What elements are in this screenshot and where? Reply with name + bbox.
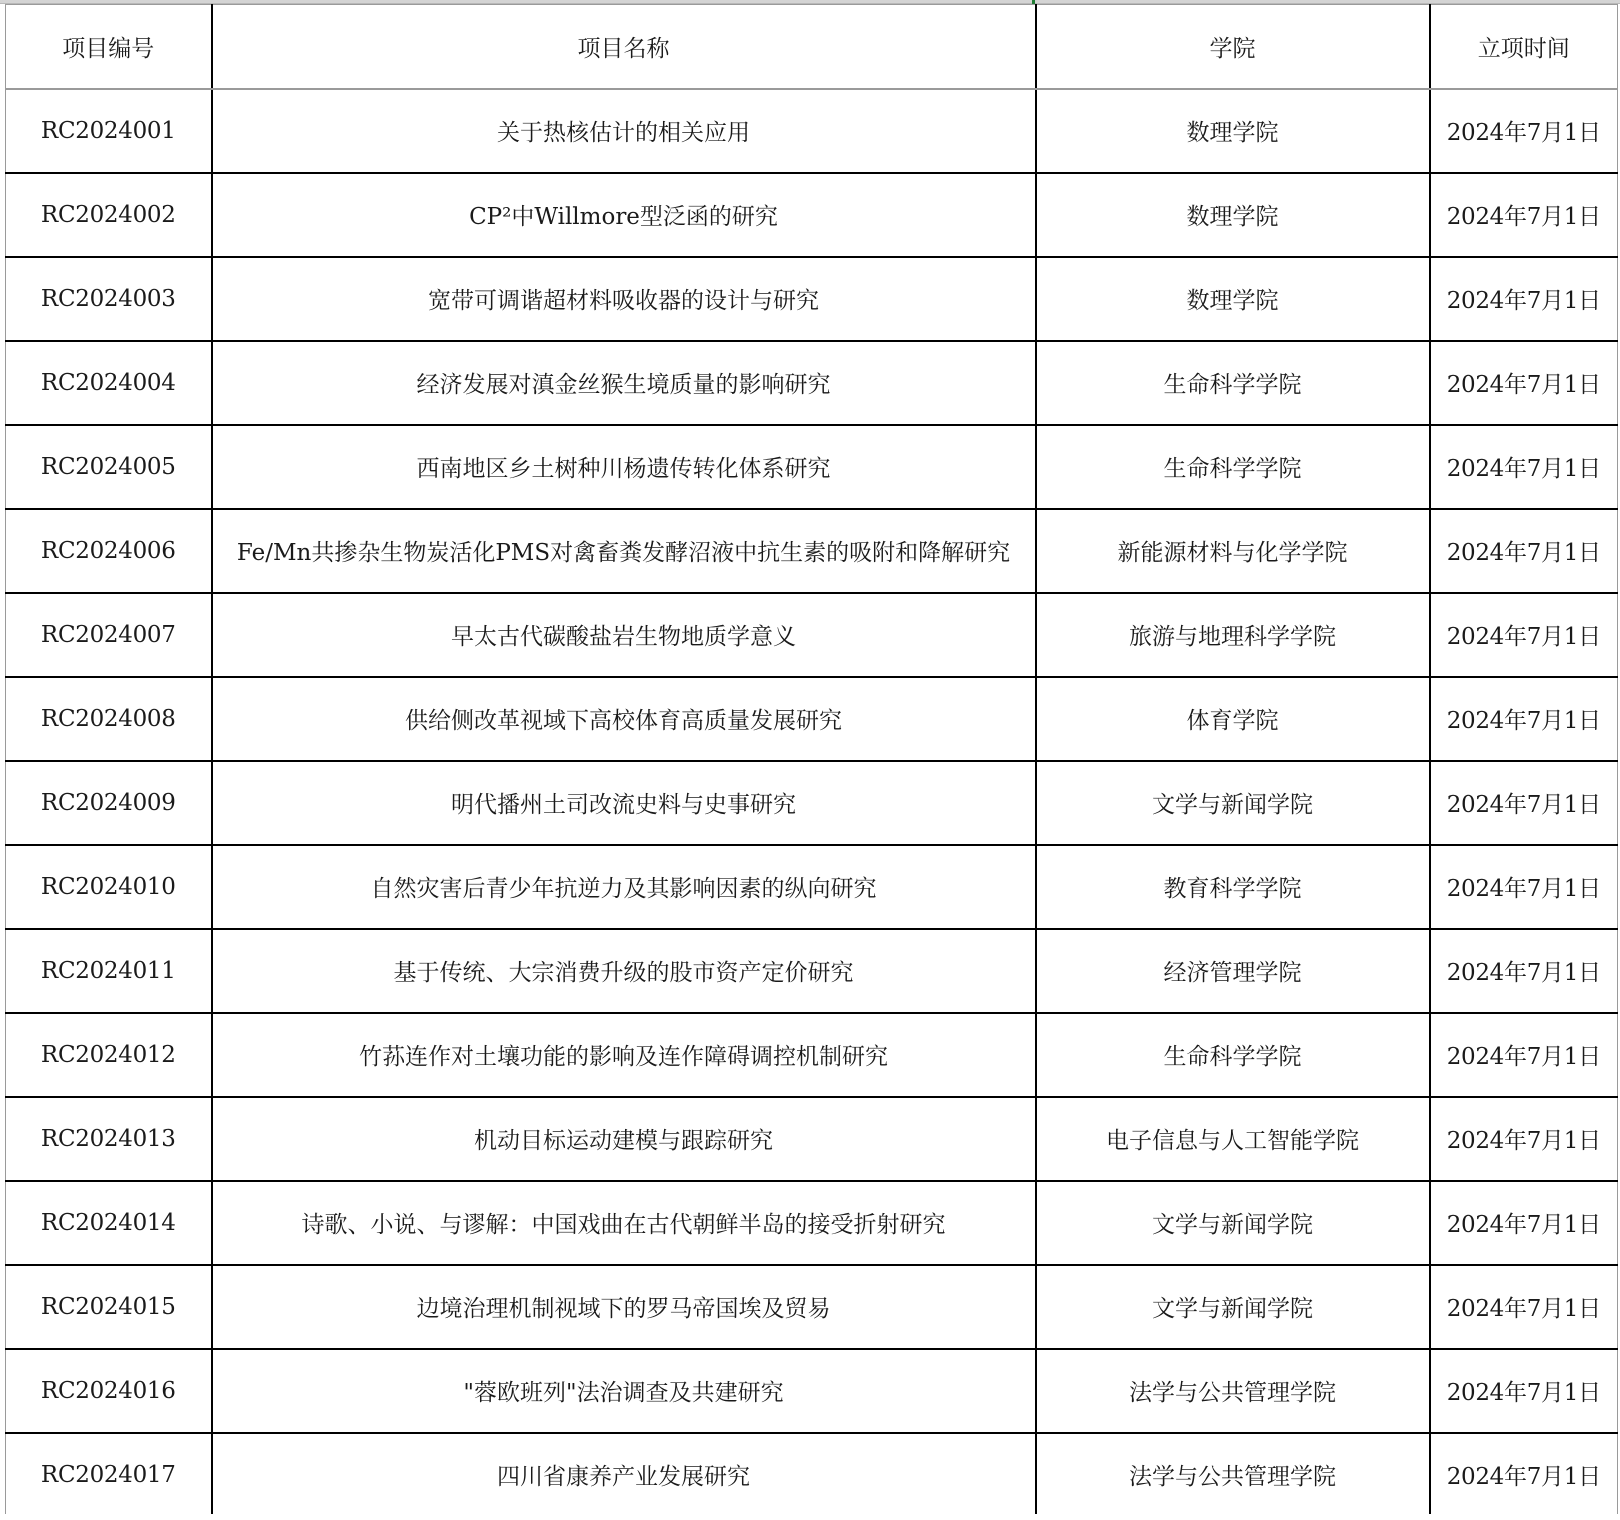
- table-row: [6, 89, 1618, 173]
- table-row: [6, 929, 1618, 1013]
- cell-approval-date[interactable]: 2024年7月1日: [1430, 173, 1618, 257]
- header-row: [6, 5, 1618, 89]
- cell-project-id[interactable]: RC2024015: [6, 1265, 212, 1349]
- table-row: [6, 173, 1618, 257]
- header-cell-approval-date[interactable]: 立项时间: [1430, 5, 1618, 89]
- cell-college[interactable]: 数理学院: [1036, 89, 1430, 173]
- cell-project-name[interactable]: 关于热核估计的相关应用: [212, 89, 1036, 173]
- cell-project-name[interactable]: 供给侧改革视域下高校体育高质量发展研究: [212, 677, 1036, 761]
- table-row: [6, 1013, 1618, 1097]
- cell-project-name[interactable]: 诗歌、小说、与谬解：中国戏曲在古代朝鲜半岛的接受折射研究: [212, 1181, 1036, 1265]
- cell-project-id[interactable]: RC2024008: [6, 677, 212, 761]
- table-row: [6, 593, 1618, 677]
- cell-project-id[interactable]: RC2024010: [6, 845, 212, 929]
- cell-college[interactable]: 生命科学学院: [1036, 1013, 1430, 1097]
- cell-project-name[interactable]: 经济发展对滇金丝猴生境质量的影响研究: [212, 341, 1036, 425]
- header-cell-college[interactable]: 学院: [1036, 5, 1430, 89]
- cell-project-id[interactable]: RC2024014: [6, 1181, 212, 1265]
- cell-project-name[interactable]: 宽带可调谐超材料吸收器的设计与研究: [212, 257, 1036, 341]
- cell-college[interactable]: 数理学院: [1036, 257, 1430, 341]
- cell-college[interactable]: 法学与公共管理学院: [1036, 1349, 1430, 1433]
- cell-project-id[interactable]: RC2024012: [6, 1013, 212, 1097]
- cell-approval-date[interactable]: 2024年7月1日: [1430, 1181, 1618, 1265]
- cell-project-id[interactable]: RC2024006: [6, 509, 212, 593]
- cell-project-name[interactable]: CP²中Willmore型泛函的研究: [212, 173, 1036, 257]
- project-table: [5, 4, 1618, 1518]
- cell-project-name[interactable]: "蓉欧班列"法治调查及共建研究: [212, 1349, 1036, 1433]
- table-row: [6, 845, 1618, 929]
- table-row: [6, 1433, 1618, 1517]
- table-row: [6, 425, 1618, 509]
- cell-approval-date[interactable]: 2024年7月1日: [1430, 845, 1618, 929]
- cell-project-name[interactable]: 四川省康养产业发展研究: [212, 1433, 1036, 1517]
- cell-college[interactable]: 生命科学学院: [1036, 341, 1430, 425]
- cell-project-name[interactable]: Fe/Mn共掺杂生物炭活化PMS对禽畜粪发酵沼液中抗生素的吸附和降解研究: [212, 509, 1036, 593]
- cell-project-id[interactable]: RC2024001: [6, 89, 212, 173]
- cell-college[interactable]: 文学与新闻学院: [1036, 1181, 1430, 1265]
- cell-project-name[interactable]: 早太古代碳酸盐岩生物地质学意义: [212, 593, 1036, 677]
- cell-project-name[interactable]: 机动目标运动建模与跟踪研究: [212, 1097, 1036, 1181]
- cell-college[interactable]: 经济管理学院: [1036, 929, 1430, 1013]
- table-row: [6, 1265, 1618, 1349]
- cell-college[interactable]: 新能源材料与化学学院: [1036, 509, 1430, 593]
- cell-project-id[interactable]: RC2024003: [6, 257, 212, 341]
- header-cell-project-id[interactable]: 项目编号: [6, 5, 212, 89]
- cell-college[interactable]: 电子信息与人工智能学院: [1036, 1097, 1430, 1181]
- cell-approval-date[interactable]: 2024年7月1日: [1430, 677, 1618, 761]
- table-row: [6, 677, 1618, 761]
- table-row: [6, 509, 1618, 593]
- table-row: [6, 257, 1618, 341]
- table-row: [6, 1181, 1618, 1265]
- cell-project-id[interactable]: RC2024002: [6, 173, 212, 257]
- cell-college[interactable]: 教育科学学院: [1036, 845, 1430, 929]
- cell-college[interactable]: 文学与新闻学院: [1036, 1265, 1430, 1349]
- cell-approval-date[interactable]: 2024年7月1日: [1430, 761, 1618, 845]
- cell-project-id[interactable]: RC2024009: [6, 761, 212, 845]
- table-row: [6, 1349, 1618, 1433]
- cell-project-id[interactable]: RC2024016: [6, 1349, 212, 1433]
- cell-project-name[interactable]: 边境治理机制视域下的罗马帝国埃及贸易: [212, 1265, 1036, 1349]
- cell-project-name[interactable]: 明代播州土司改流史料与史事研究: [212, 761, 1036, 845]
- cell-approval-date[interactable]: 2024年7月1日: [1430, 1265, 1618, 1349]
- cell-approval-date[interactable]: 2024年7月1日: [1430, 1349, 1618, 1433]
- cell-project-id[interactable]: RC2024013: [6, 1097, 212, 1181]
- cell-approval-date[interactable]: 2024年7月1日: [1430, 341, 1618, 425]
- cell-approval-date[interactable]: 2024年7月1日: [1430, 89, 1618, 173]
- cell-project-id[interactable]: RC2024007: [6, 593, 212, 677]
- cell-approval-date[interactable]: 2024年7月1日: [1430, 593, 1618, 677]
- cell-college[interactable]: 数理学院: [1036, 173, 1430, 257]
- cell-college[interactable]: 旅游与地理科学学院: [1036, 593, 1430, 677]
- cell-project-name[interactable]: 竹荪连作对土壤功能的影响及连作障碍调控机制研究: [212, 1013, 1036, 1097]
- table-row: [6, 761, 1618, 845]
- cell-college[interactable]: 体育学院: [1036, 677, 1430, 761]
- cell-approval-date[interactable]: 2024年7月1日: [1430, 1433, 1618, 1517]
- cell-approval-date[interactable]: 2024年7月1日: [1430, 929, 1618, 1013]
- cell-college[interactable]: 法学与公共管理学院: [1036, 1433, 1430, 1517]
- cell-project-name[interactable]: 自然灾害后青少年抗逆力及其影响因素的纵向研究: [212, 845, 1036, 929]
- table-row: [6, 1097, 1618, 1181]
- cell-project-id[interactable]: RC2024017: [6, 1433, 212, 1517]
- cell-college[interactable]: 文学与新闻学院: [1036, 761, 1430, 845]
- cell-project-name[interactable]: 基于传统、大宗消费升级的股市资产定价研究: [212, 929, 1036, 1013]
- cell-approval-date[interactable]: 2024年7月1日: [1430, 509, 1618, 593]
- cell-project-id[interactable]: RC2024005: [6, 425, 212, 509]
- cell-project-id[interactable]: RC2024011: [6, 929, 212, 1013]
- cell-approval-date[interactable]: 2024年7月1日: [1430, 1097, 1618, 1181]
- cell-approval-date[interactable]: 2024年7月1日: [1430, 425, 1618, 509]
- table-body: [6, 89, 1618, 1517]
- table-row: [6, 341, 1618, 425]
- cell-project-id[interactable]: RC2024004: [6, 341, 212, 425]
- header-cell-project-name[interactable]: 项目名称: [212, 5, 1036, 89]
- cell-approval-date[interactable]: 2024年7月1日: [1430, 1013, 1618, 1097]
- cell-approval-date[interactable]: 2024年7月1日: [1430, 257, 1618, 341]
- cell-college[interactable]: 生命科学学院: [1036, 425, 1430, 509]
- sheet-bottom-edge: [0, 1514, 1620, 1520]
- cell-project-name[interactable]: 西南地区乡土树种川杨遗传转化体系研究: [212, 425, 1036, 509]
